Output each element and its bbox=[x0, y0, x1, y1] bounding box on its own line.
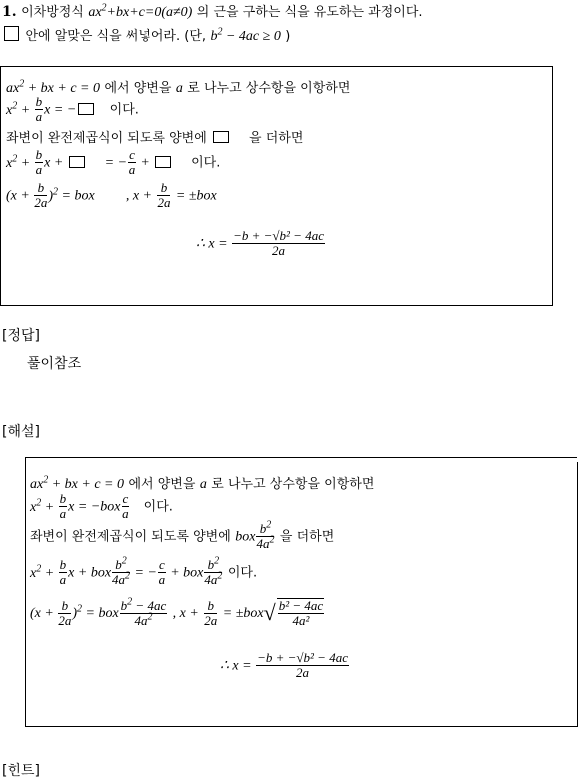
box1-line-4: $x^2$ + $\frac{b}{a}$ x + = − $\frac{c}{a}$ + 이다. bbox=[6, 147, 221, 177]
answer-label: [정답] bbox=[2, 328, 40, 344]
expl-result: ∴ x = $\frac{\text{−b + −√b² − 4ac}}{2a}$ bbox=[220, 650, 348, 680]
box1-l3-text: 좌변이 완전제곱식이 되도록 양변에 bbox=[6, 131, 207, 146]
question-text-b: 의 근을 구하는 식을 유도하는 과정이다. bbox=[196, 5, 423, 20]
expl-line-1: $ax^2$ + bx + c = 0 에서 양변을 a 로 나누고 상수항을 이항하면 bbox=[30, 474, 375, 492]
hint-label: [힌트] bbox=[2, 763, 40, 779]
blank-box-icon bbox=[78, 103, 94, 115]
question-condition: $b^2 - 4ac \ge 0$ bbox=[210, 26, 281, 44]
expl-l2-box: = −box bbox=[77, 499, 121, 515]
blank-box-icon bbox=[155, 156, 171, 168]
expl-l3-text2: 을 더하면 bbox=[279, 529, 335, 545]
question-line-2 bbox=[2, 26, 290, 47]
expl-l4-suffix: 이다. bbox=[227, 565, 258, 581]
question-equation: $ax^2+bx+c=0(a\ne 0)$ bbox=[88, 2, 193, 20]
expl-l1-text2: 로 나누고 상수항을 이항하면 bbox=[211, 477, 375, 492]
box1-line-2: $x^2$ + $\frac{b}{a}$ x = − 이다. bbox=[6, 94, 139, 124]
question-text-a: 이차방정식 bbox=[21, 5, 84, 20]
answer-text: 풀이참조 bbox=[27, 356, 82, 372]
blank-box-icon bbox=[69, 156, 85, 168]
expl-line-4: $x^2$ + $\frac{b}{a}$ x + box $\frac{b^2}{4a^2}$ = − $\frac{c}{a}$ + box $\frac{b^2}{4a^2}$ 이다. bbox=[30, 555, 258, 587]
box1-result: ∴ x = $\frac{\text{−b + −√b² − 4ac}}{2a}$ bbox=[196, 228, 324, 258]
explanation-label: [해설] bbox=[2, 424, 40, 440]
blank-box-icon bbox=[4, 26, 19, 41]
box1-l1-text: 에서 양변을 bbox=[104, 81, 172, 96]
explanation-box-right-border bbox=[577, 462, 578, 727]
expl-line-3: 좌변이 완전제곱식이 되도록 양변에 box $\frac{b^2}{4a^2}$ 을 더하면 bbox=[30, 519, 335, 551]
box1-l5-mid: = box bbox=[61, 188, 95, 204]
question-number: 1. bbox=[2, 4, 17, 20]
question-line-1 bbox=[2, 2, 423, 23]
question-line2-b: ) bbox=[285, 29, 291, 44]
box1-l2-suffix: 이다. bbox=[109, 102, 139, 118]
box1-l1-text2: 로 나누고 상수항을 이항하면 bbox=[187, 81, 351, 96]
expl-line-5: (x + $\frac{b}{2a}$ )$^2$ = box $\frac{b^2 - 4ac}{4a^2}$ , x + $\frac{b}{2a}$ = ±box√ $\frac{\text{b² − 4ac}}{\text{4a²}}$ bbox=[30, 596, 324, 628]
box1-result-den: 2a bbox=[272, 243, 286, 258]
box1-line-5: (x + $\frac{b}{2a}$ )$^2$ = box , x + $\frac{b}{2a}$ = ±box bbox=[6, 180, 217, 210]
expl-l1-a: a bbox=[199, 477, 207, 492]
expl-line-2: $x^2$ + $\frac{b}{a}$ x = −box $\frac{c}{a}$ 이다. bbox=[30, 491, 173, 521]
expl-result-den: 2a bbox=[296, 665, 310, 680]
box1-l5-end: = ±box bbox=[175, 188, 217, 204]
expl-l3-box: box bbox=[235, 529, 256, 545]
box1-l1-eq: $ax^2$ + bx + c = 0 bbox=[6, 78, 100, 96]
question-line2-a: 안에 알맞은 식을 써넣어라. (단, bbox=[25, 29, 207, 44]
expl-l1-text: 에서 양변을 bbox=[128, 477, 196, 492]
expl-l2-suffix: 이다. bbox=[143, 499, 173, 515]
box1-l4-suffix: 이다. bbox=[191, 155, 221, 171]
expl-sqrt-den: 4a² bbox=[292, 613, 310, 628]
expl-l5-comma: , x + bbox=[172, 606, 199, 621]
expl-l3-text: 좌변이 완전제곱식이 되도록 양변에 bbox=[30, 529, 231, 545]
box1-l1-a: a bbox=[175, 81, 183, 96]
expl-l5-box: = box bbox=[85, 606, 119, 621]
box1-line-3 bbox=[6, 128, 303, 149]
box1-l3-text2: 을 더하면 bbox=[249, 131, 304, 146]
expl-l5-end: = ±box bbox=[222, 606, 264, 621]
box1-result-num: −b + −√b² − 4ac bbox=[233, 228, 324, 243]
expl-result-num: −b + −√b² − 4ac bbox=[257, 650, 348, 665]
expl-sqrt-num: b² − 4ac bbox=[278, 598, 324, 613]
box1-l5-comma: , x + bbox=[125, 188, 152, 204]
blank-box-icon bbox=[213, 131, 229, 143]
